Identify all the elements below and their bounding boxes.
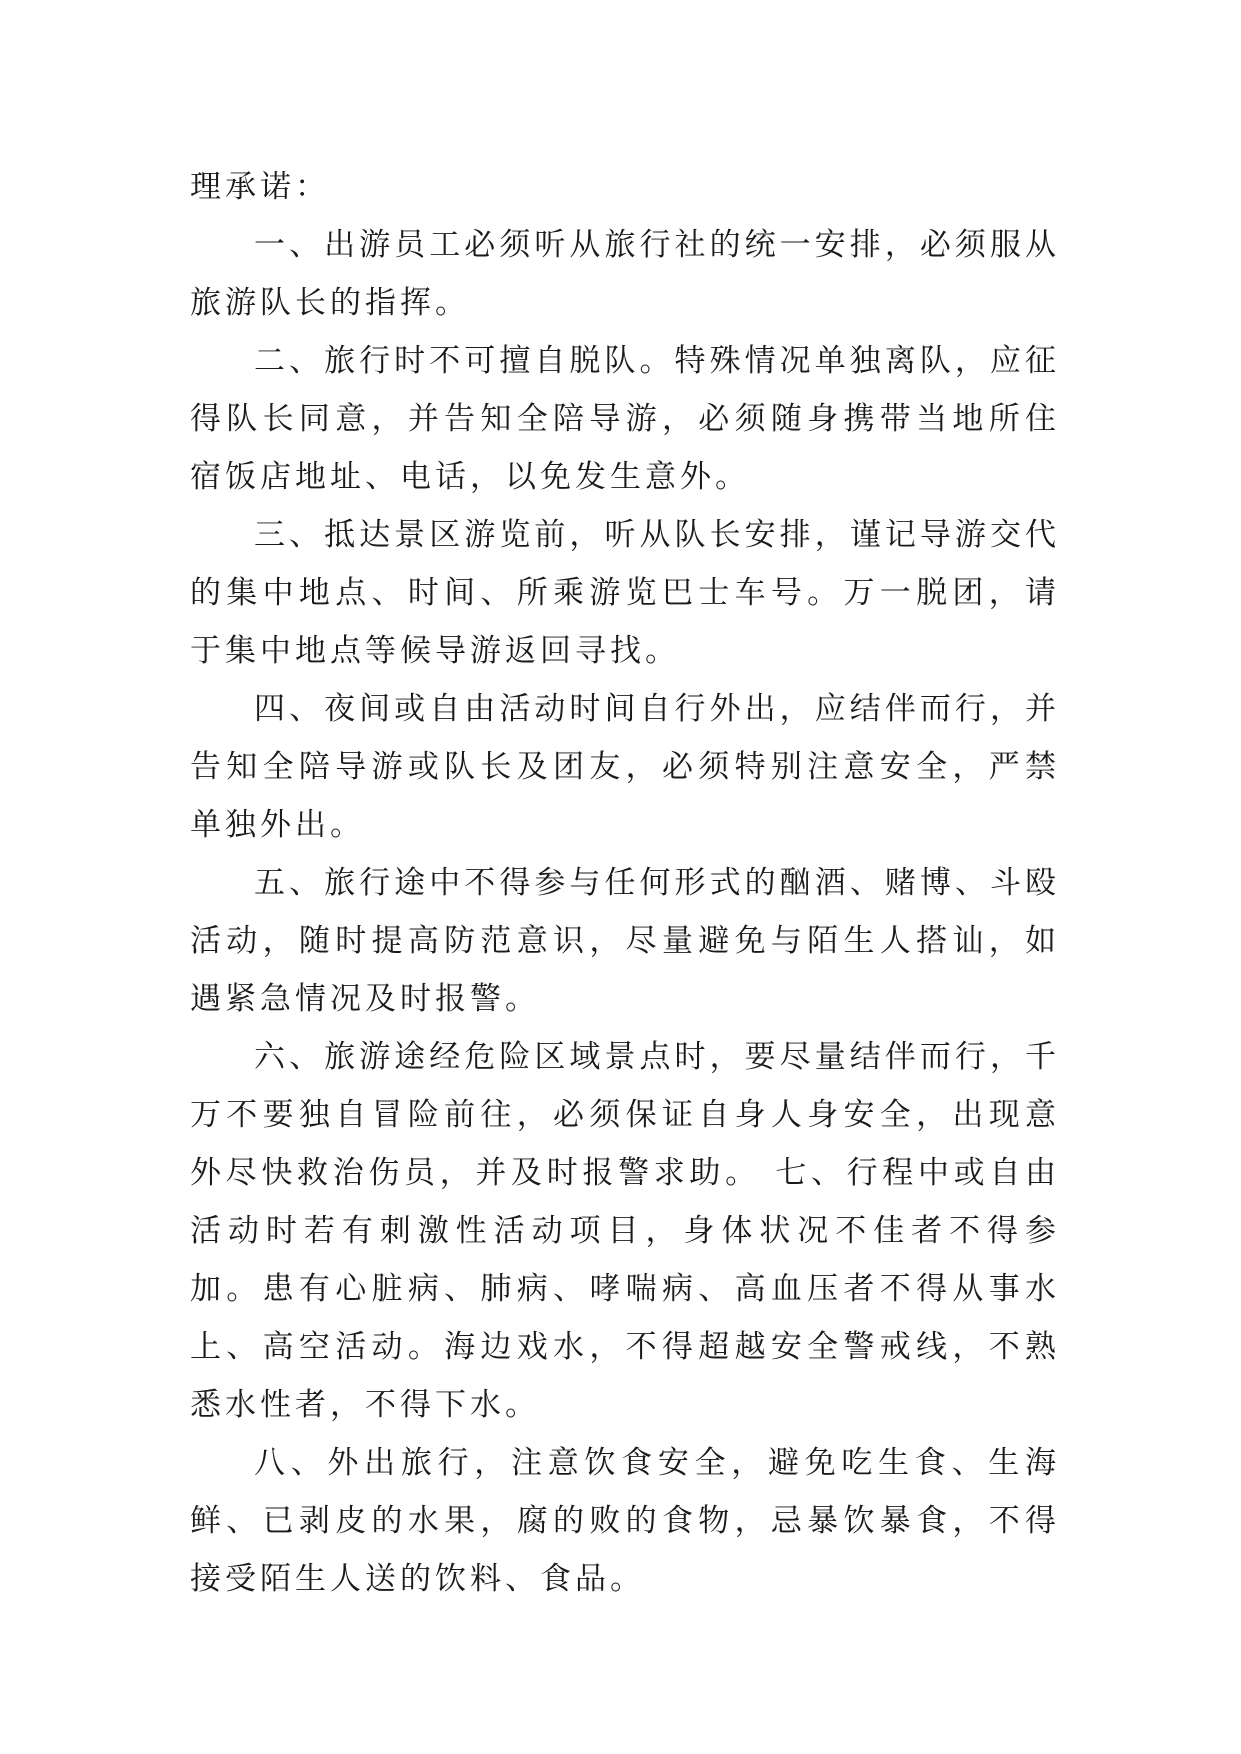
- paragraph-rule-1: 一、出游员工必须听从旅行社的统一安排，必须服从旅游队长的指挥。: [190, 227, 1060, 321]
- paragraph-rule-5: 五、旅行途中不得参与任何形式的酗酒、赌博、斗殴活动，随时提高防范意识，尽量避免与陌生人搭讪，如遇紧急情况及时报警。: [190, 865, 1060, 1017]
- paragraph-rule-4: 四、夜间或自由活动时间自行外出，应结伴而行，并告知全陪导游或队长及团友，必须特别注意安全，严禁单独外出。: [190, 691, 1060, 843]
- paragraph-rule-2: 二、旅行时不可擅自脱队。特殊情况单独离队，应征得队长同意，并告知全陪导游，必须随身携带当地所住宿饭店地址、电话，以免发生意外。: [190, 343, 1060, 495]
- paragraph-rule-8: 八、外出旅行，注意饮食安全，避免吃生食、生海鲜、已剥皮的水果，腐的败的食物，忌暴饮暴食，不得接受陌生人送的饮料、食品。: [190, 1445, 1060, 1597]
- paragraph-rule-6-7: 六、旅游途经危险区域景点时，要尽量结伴而行，千万不要独自冒险前往，必须保证自身人身安全，出现意外尽快救治伤员，并及时报警求助。 七、行程中或自由活动时若有刺激性活动项目，身体状况不佳者不得参加。患有心脏病、肺病、哮喘病、高血压者不得从事水上、高空活动。海边戏水，不得超越安全警戒线，不熟悉水性者，不得下水。: [190, 1039, 1060, 1423]
- paragraph-intro: 理承诺：: [190, 169, 330, 205]
- document-body: [190, 158, 1060, 1608]
- paragraph-rule-3: 三、抵达景区游览前，听从队长安排，谨记导游交代的集中地点、时间、所乘游览巴士车号。万一脱团，请于集中地点等候导游返回寻找。: [190, 517, 1060, 669]
